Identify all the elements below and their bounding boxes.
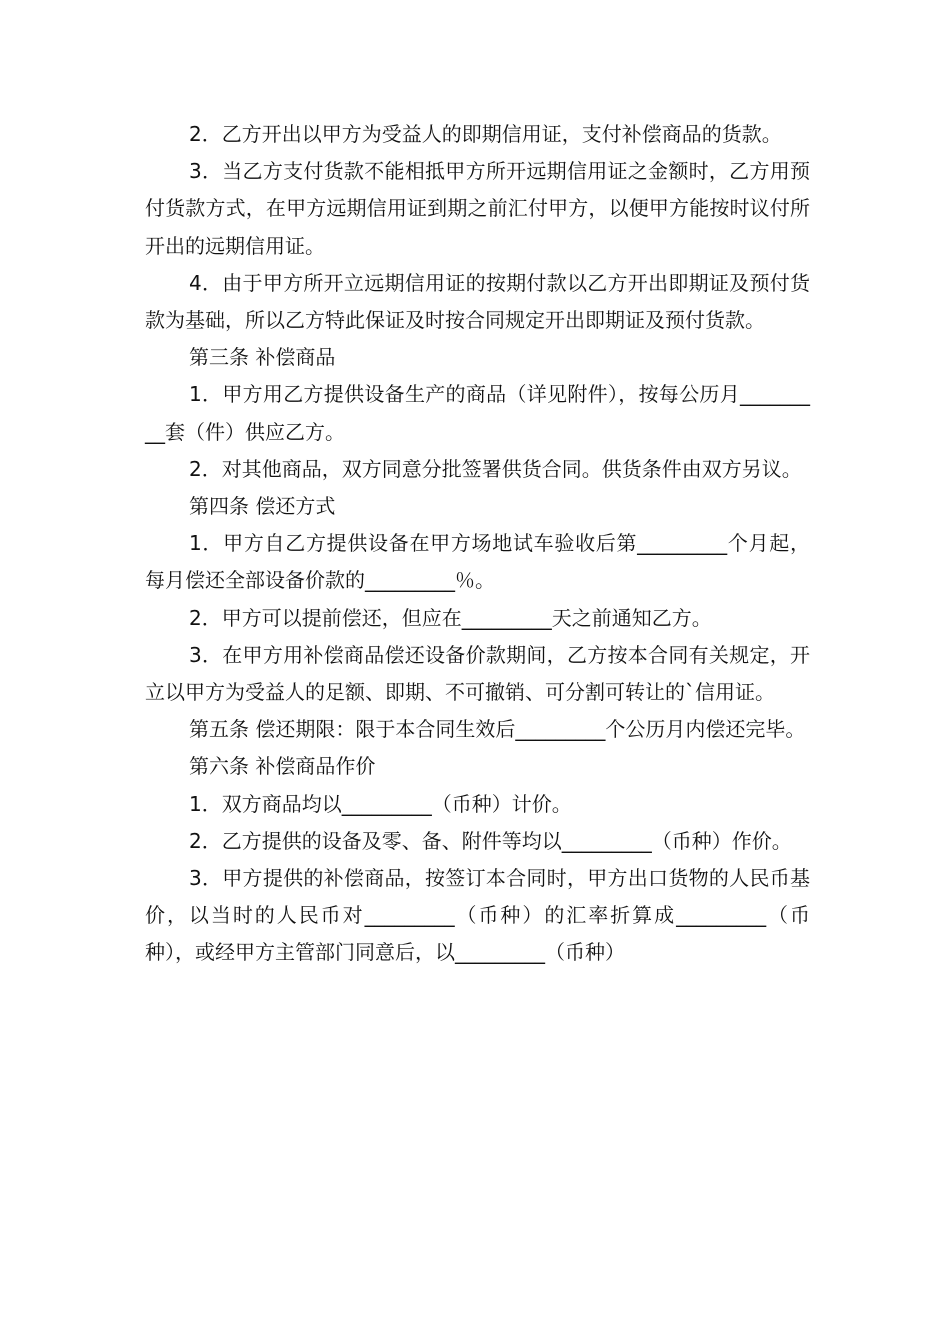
clause-paragraph: 2．乙方提供的设备及零、备、附件等均以_________（币种）作价。 bbox=[189, 828, 792, 853]
clause-paragraph: 2．对其他商品，双方同意分批签署供货合同。供货条件由双方另议。 bbox=[189, 456, 802, 481]
clause-paragraph: 1．双方商品均以_________（币种）计价。 bbox=[189, 791, 572, 816]
clause-paragraph: 2．甲方可以提前偿还，但应在_________天之前通知乙方。 bbox=[189, 605, 712, 630]
clause-paragraph: 3．在甲方用补偿商品偿还设备价款期间，乙方按本合同有关规定，开立以甲方为受益人的足额、即期、不可撤销、可分割可转让的`信用证。 bbox=[145, 642, 810, 705]
clause-paragraph: 1．甲方自乙方提供设备在甲方场地试车验收后第_________个月起，每月偿还全部设备价款的_________％。 bbox=[145, 531, 810, 593]
clause-paragraph: 3．甲方提供的补偿商品，按签订本合同时，甲方出口货物的人民币基价，以当时的人民币对_________（币种）的汇率折算成_________（币种），或经甲方主管部门同意后，以_________（币种） bbox=[145, 866, 810, 965]
article-paragraph: 第五条 偿还期限：限于本合同生效后_________个公历月内偿还完毕。 bbox=[189, 717, 806, 742]
clause-paragraph: 4．由于甲方所开立远期信用证的按期付款以乙方开出即期证及预付货款为基础，所以乙方特此保证及时按合同规定开出即期证及预付货款。 bbox=[145, 270, 810, 333]
clause-paragraph: 1．甲方用乙方提供设备生产的商品（详见附件），按每公历月_________套（件）供应乙方。 bbox=[145, 382, 810, 444]
article-heading: 第三条 补偿商品 bbox=[189, 345, 336, 370]
article-heading: 第六条 补偿商品作价 bbox=[189, 754, 376, 779]
contract-body bbox=[145, 116, 810, 972]
article-heading: 第四条 偿还方式 bbox=[189, 494, 336, 519]
clause-paragraph: 2．乙方开出以甲方为受益人的即期信用证，支付补偿商品的货款。 bbox=[189, 122, 782, 146]
clause-paragraph: 3．当乙方支付货款不能相抵甲方所开远期信用证之金额时，乙方用预付货款方式，在甲方远期信用证到期之前汇付甲方，以便甲方能按时议付所开出的远期信用证。 bbox=[145, 159, 810, 258]
